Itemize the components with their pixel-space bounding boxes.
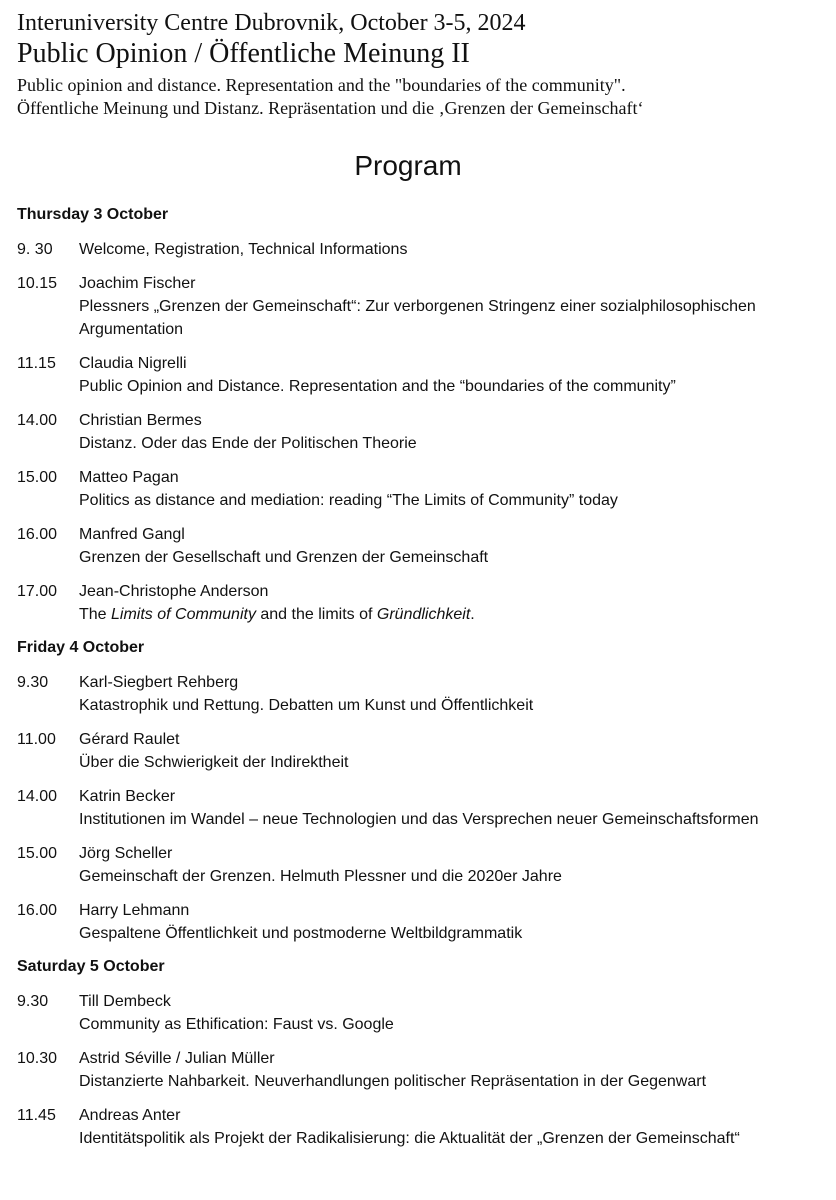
entry-time: 15.00 <box>17 469 58 486</box>
conference-subtitle-english: Public opinion and distance. Representation and the "boundaries of the community". <box>17 75 626 95</box>
entry-time: 15.00 <box>17 845 58 862</box>
entry-speaker: Jörg Scheller <box>79 845 173 862</box>
entry-title: Institutionen im Wandel – neue Technologien und das Versprechen neuer Gemeinschaftsformen <box>79 811 759 828</box>
schedule-entry <box>17 785 827 831</box>
schedule-entry <box>17 238 827 261</box>
day-heading-saturday: Saturday 5 October <box>17 958 165 975</box>
entry-body <box>79 466 827 512</box>
entry-speaker: Welcome, Registration, Technical Informations <box>79 241 408 258</box>
entry-body <box>79 1047 827 1093</box>
entry-time: 9. 30 <box>17 241 53 258</box>
entry-body <box>79 842 827 888</box>
schedule-entry <box>17 842 827 888</box>
entry-speaker: Till Dembeck <box>79 993 171 1010</box>
entry-speaker: Katrin Becker <box>79 788 176 805</box>
schedule-entry <box>17 990 827 1036</box>
entry-speaker: Jean-Christophe Anderson <box>79 583 269 600</box>
entry-body <box>79 785 827 831</box>
program-heading: Program <box>354 150 462 181</box>
day-heading-friday: Friday 4 October <box>17 639 145 656</box>
document-header <box>17 8 827 120</box>
entry-title-italic: Limits of Community <box>111 606 256 623</box>
entry-time: 11.45 <box>17 1107 56 1124</box>
entry-body <box>79 728 827 774</box>
entry-speaker: Harry Lehmann <box>79 902 190 919</box>
entry-time: 9.30 <box>17 993 49 1010</box>
schedule-entry <box>17 272 827 341</box>
entry-time: 14.00 <box>17 412 58 429</box>
entry-title <box>79 603 827 626</box>
entry-speaker: Karl-Siegbert Rehberg <box>79 674 239 691</box>
entry-body <box>79 990 827 1036</box>
entry-time: 14.00 <box>17 788 58 805</box>
entry-title: Über die Schwierigkeit der Indirektheit <box>79 754 349 771</box>
entry-time: 11.15 <box>17 355 56 372</box>
event-venue-date: Interuniversity Centre Dubrovnik, October 3-5, 2024 <box>17 10 526 36</box>
entry-body <box>79 899 827 945</box>
entry-time: 16.00 <box>17 526 58 543</box>
entry-title: Public Opinion and Distance. Representation and the “boundaries of the community” <box>79 378 676 395</box>
schedule-entry <box>17 728 827 774</box>
schedule-entry <box>17 409 827 455</box>
entry-body <box>79 272 827 341</box>
schedule-entry <box>17 899 827 945</box>
schedule-entry <box>17 466 827 512</box>
entry-time: 10.30 <box>17 1050 58 1067</box>
schedule-entry <box>17 523 827 569</box>
schedule <box>17 203 827 1161</box>
day-heading-thursday: Thursday 3 October <box>17 206 169 223</box>
entry-title: Plessners „Grenzen der Gemeinschaft“: Zur verborgenen Stringenz einer sozialphilosophischen Argumentation <box>79 298 756 338</box>
entry-speaker: Manfred Gangl <box>79 526 185 543</box>
schedule-entry <box>17 1104 827 1150</box>
entry-speaker: Joachim Fischer <box>79 275 196 292</box>
entry-speaker: Christian Bermes <box>79 412 202 429</box>
entry-time: 11.00 <box>17 731 56 748</box>
entry-body <box>79 352 827 398</box>
entry-title: Politics as distance and mediation: reading “The Limits of Community” today <box>79 492 618 509</box>
entry-speaker: Matteo Pagan <box>79 469 179 486</box>
entry-body <box>79 580 827 626</box>
entry-body <box>79 409 827 455</box>
schedule-entry <box>17 580 827 626</box>
entry-title: Distanzierte Nahbarkeit. Neuverhandlungen politischer Repräsentation in der Gegenwart <box>79 1073 707 1090</box>
entry-title: Grenzen der Gesellschaft und Grenzen der Gemeinschaft <box>79 549 489 566</box>
entry-speaker: Gérard Raulet <box>79 731 180 748</box>
conference-subtitle-german: Öffentliche Meinung und Distanz. Repräsentation und die ‚Grenzen der Gemeinschaft‘ <box>17 98 644 118</box>
entry-speaker: Andreas Anter <box>79 1107 181 1124</box>
entry-body <box>79 523 827 569</box>
entry-title: Distanz. Oder das Ende der Politischen Theorie <box>79 435 417 452</box>
schedule-entry <box>17 671 827 717</box>
entry-title: Katastrophik und Rettung. Debatten um Kunst und Öffentlichkeit <box>79 697 534 714</box>
entry-title-part: The <box>79 606 112 623</box>
entry-speaker: Claudia Nigrelli <box>79 355 187 372</box>
entry-time: 16.00 <box>17 902 58 919</box>
entry-title-part: and the limits of <box>255 606 377 623</box>
entry-time: 17.00 <box>17 583 58 600</box>
entry-time: 9.30 <box>17 674 49 691</box>
entry-title: Identitätspolitik als Projekt der Radikalisierung: die Aktualität der „Grenzen der Gemeinschaft“ <box>79 1130 740 1147</box>
entry-body <box>79 671 827 717</box>
entry-title: Community as Ethification: Faust vs. Google <box>79 1016 394 1033</box>
schedule-entry <box>17 1047 827 1093</box>
entry-title: Gespaltene Öffentlichkeit und postmoderne Weltbildgrammatik <box>79 925 523 942</box>
entry-title: Gemeinschaft der Grenzen. Helmuth Plessner und die 2020er Jahre <box>79 868 562 885</box>
conference-title: Public Opinion / Öffentliche Meinung II <box>17 38 470 69</box>
schedule-entry <box>17 352 827 398</box>
entry-time: 10.15 <box>17 275 58 292</box>
entry-body <box>79 1104 827 1150</box>
entry-title-italic: Gründlichkeit <box>376 606 471 623</box>
entry-speaker: Astrid Séville / Julian Müller <box>79 1050 275 1067</box>
entry-body <box>79 238 827 261</box>
entry-title-part: . <box>470 606 475 623</box>
